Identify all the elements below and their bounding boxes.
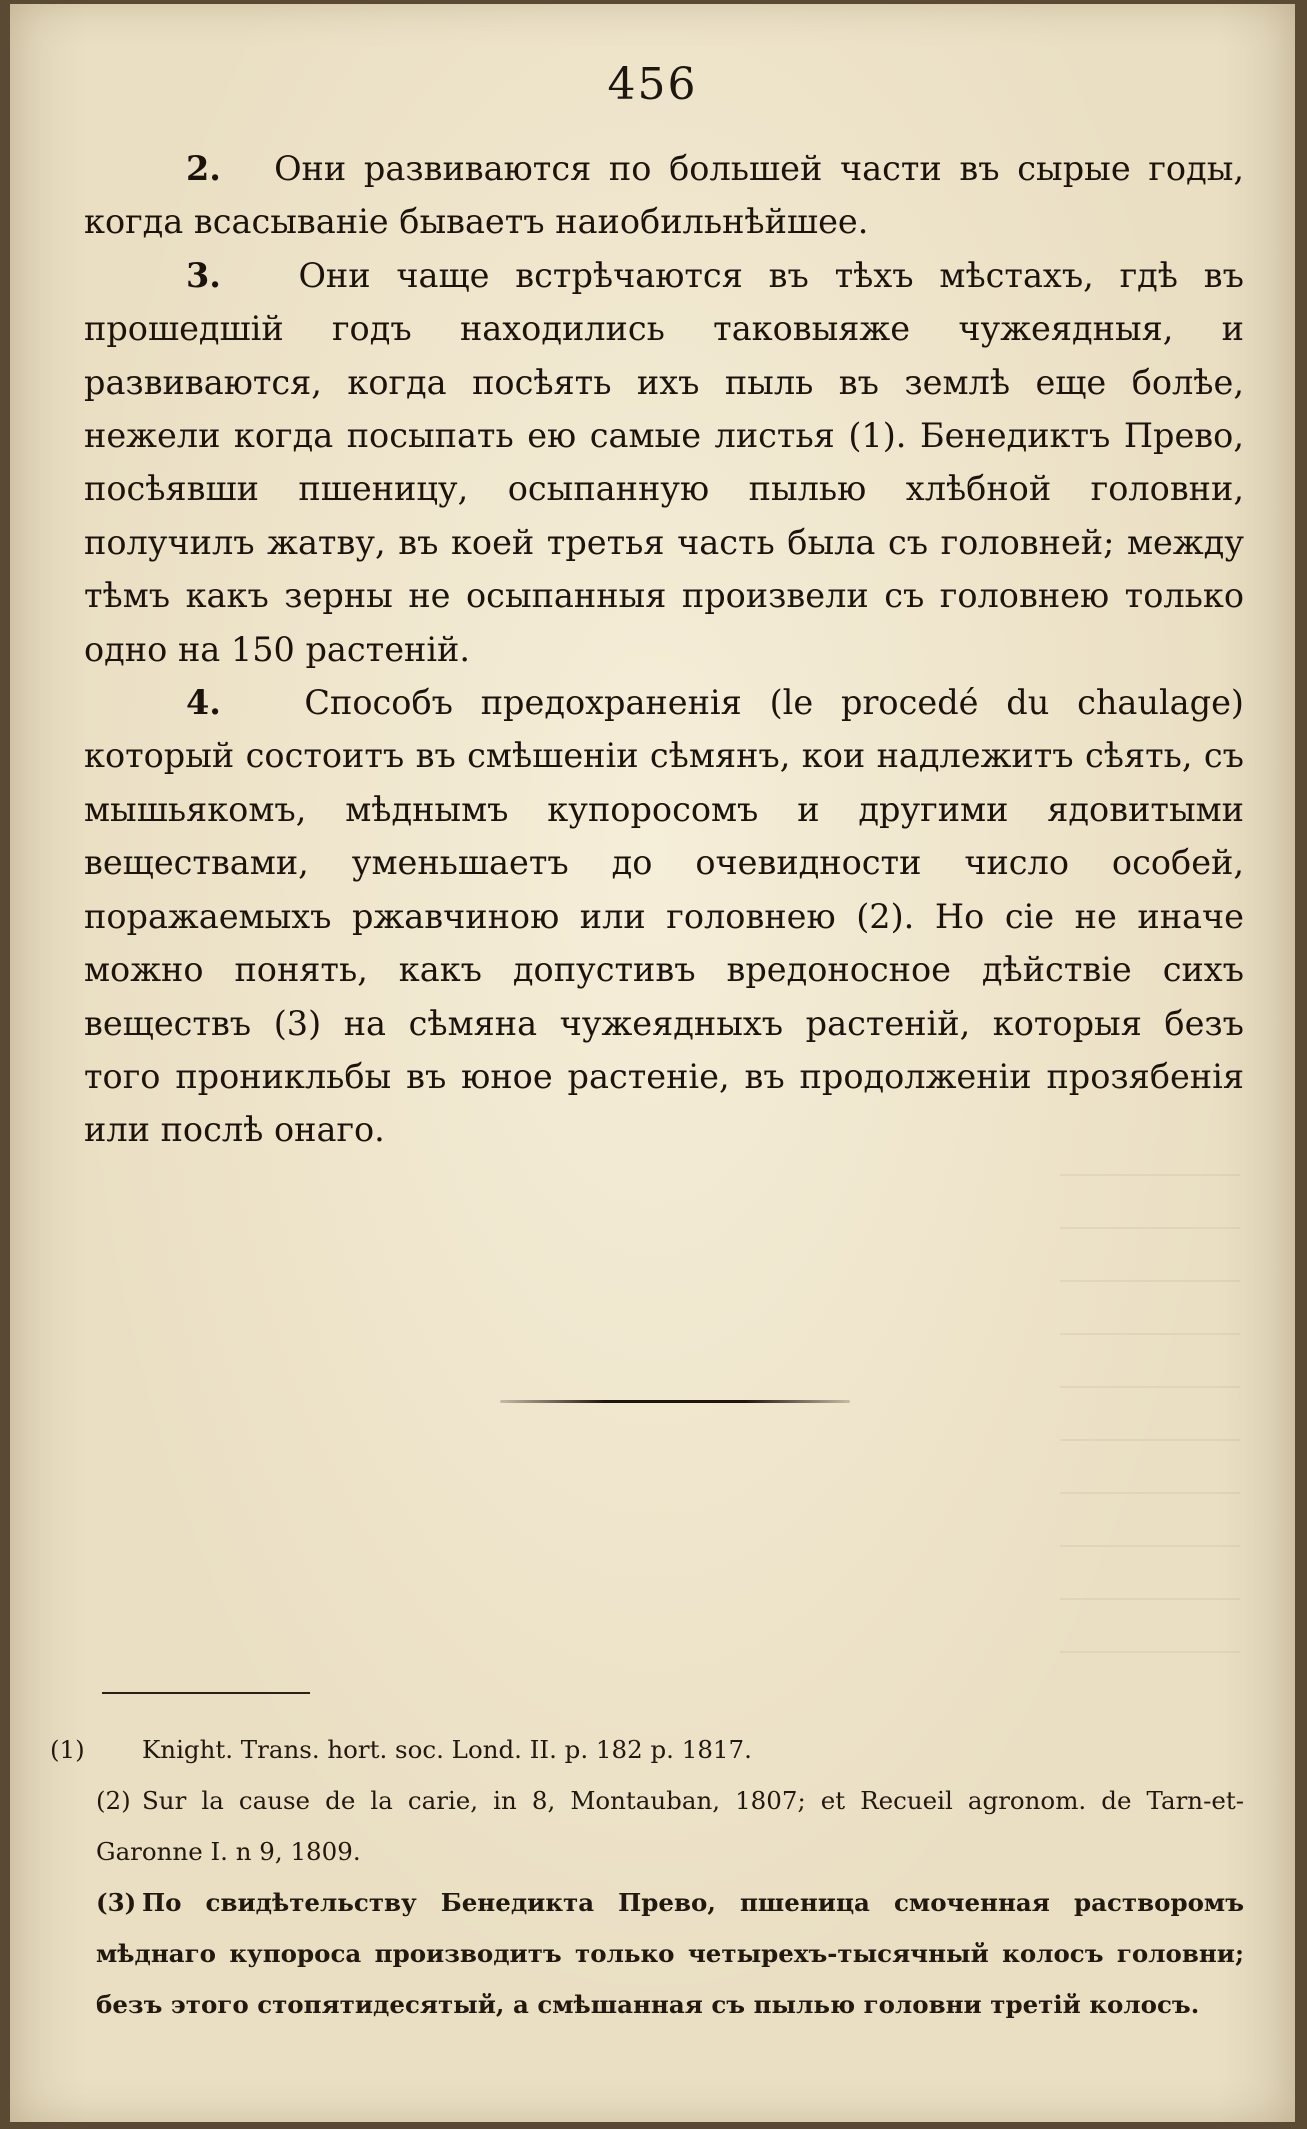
footnote-marker: (2) xyxy=(96,1786,131,1815)
show-through-texture xyxy=(1060,1174,1240,1674)
footnote-1 xyxy=(50,1724,1244,1775)
footnotes xyxy=(50,1724,1244,2030)
footnote-text: Sur la cause de la carie, in 8, Montauban, 1807; et Recueil agronom. de Tarn-et-Garonne I. n 9, 1809. xyxy=(96,1786,1244,1866)
paragraph-number: 3. xyxy=(186,255,221,295)
paragraph-number: 4. xyxy=(186,683,221,723)
paragraph-3 xyxy=(84,249,1244,676)
book-page xyxy=(10,4,1295,2122)
paragraph-2 xyxy=(84,142,1244,249)
footnote-2 xyxy=(96,1775,1244,1877)
footnote-marker: (3) xyxy=(96,1888,137,1917)
paragraph-4 xyxy=(84,676,1244,1157)
footnote-text: По свидѣтельству Бенедикта Прево, пшеница смоченная растворомъ мѣднаго купороса производитъ только четырехъ-тысячный колосъ головни; безъ этого стопятидесятый, а смѣшанная съ пылью головни третій колосъ. xyxy=(96,1888,1244,2019)
paragraph-text: Они развиваются по большей части въ сырые годы, когда всасываніе бываетъ наиобильнѣйшее. xyxy=(84,149,1245,242)
paragraph-number: 2. xyxy=(186,149,221,188)
main-text xyxy=(84,142,1244,1157)
paragraph-text: Они чаще встрѣчаются въ тѣхъ мѣстахъ, гдѣ въ прошедшій годъ находились таковыяже чужеядныя, и развиваются, когда посѣять ихъ пыль въ землѣ еще болѣе, нежели когда посыпать ею самые листья (1). Бенедиктъ Прево, посѣявши пшеницу, осыпанную пылью хлѣбной головни, получилъ жатву, въ коей третья часть была съ головней; между тѣмъ какъ зерны не осыпанныя произвели съ головнею только одно на 150 растеній. xyxy=(84,255,1244,669)
footnote-text: Knight. Trans. hort. soc. Lond. II. p. 182 p. 1817. xyxy=(142,1735,752,1764)
footnote-rule xyxy=(102,1692,310,1694)
page-number: 456 xyxy=(607,59,698,110)
section-separator xyxy=(500,1400,850,1403)
footnote-marker: (1) xyxy=(50,1735,85,1764)
footnote-3 xyxy=(96,1877,1244,2030)
paragraph-text: Способъ предохраненія (le procedé du chaulage) который состоитъ въ смѣшеніи сѣмянъ, кои надлежитъ сѣять, съ мышьякомъ, мѣднымъ купоросомъ и другими ядовитыми веществами, уменьшаетъ до очевидности число особей, поражаемыхъ ржавчиною или головнею (2). Но сіе не иначе можно понять, какъ допустивъ вредоносное дѣйствіе сихъ веществъ (3) на сѣмяна чужеядныхъ растеній, которыя безъ того проникльбы въ юное растеніе, въ продолженіи прозябенія или послѣ онаго. xyxy=(84,683,1244,1150)
